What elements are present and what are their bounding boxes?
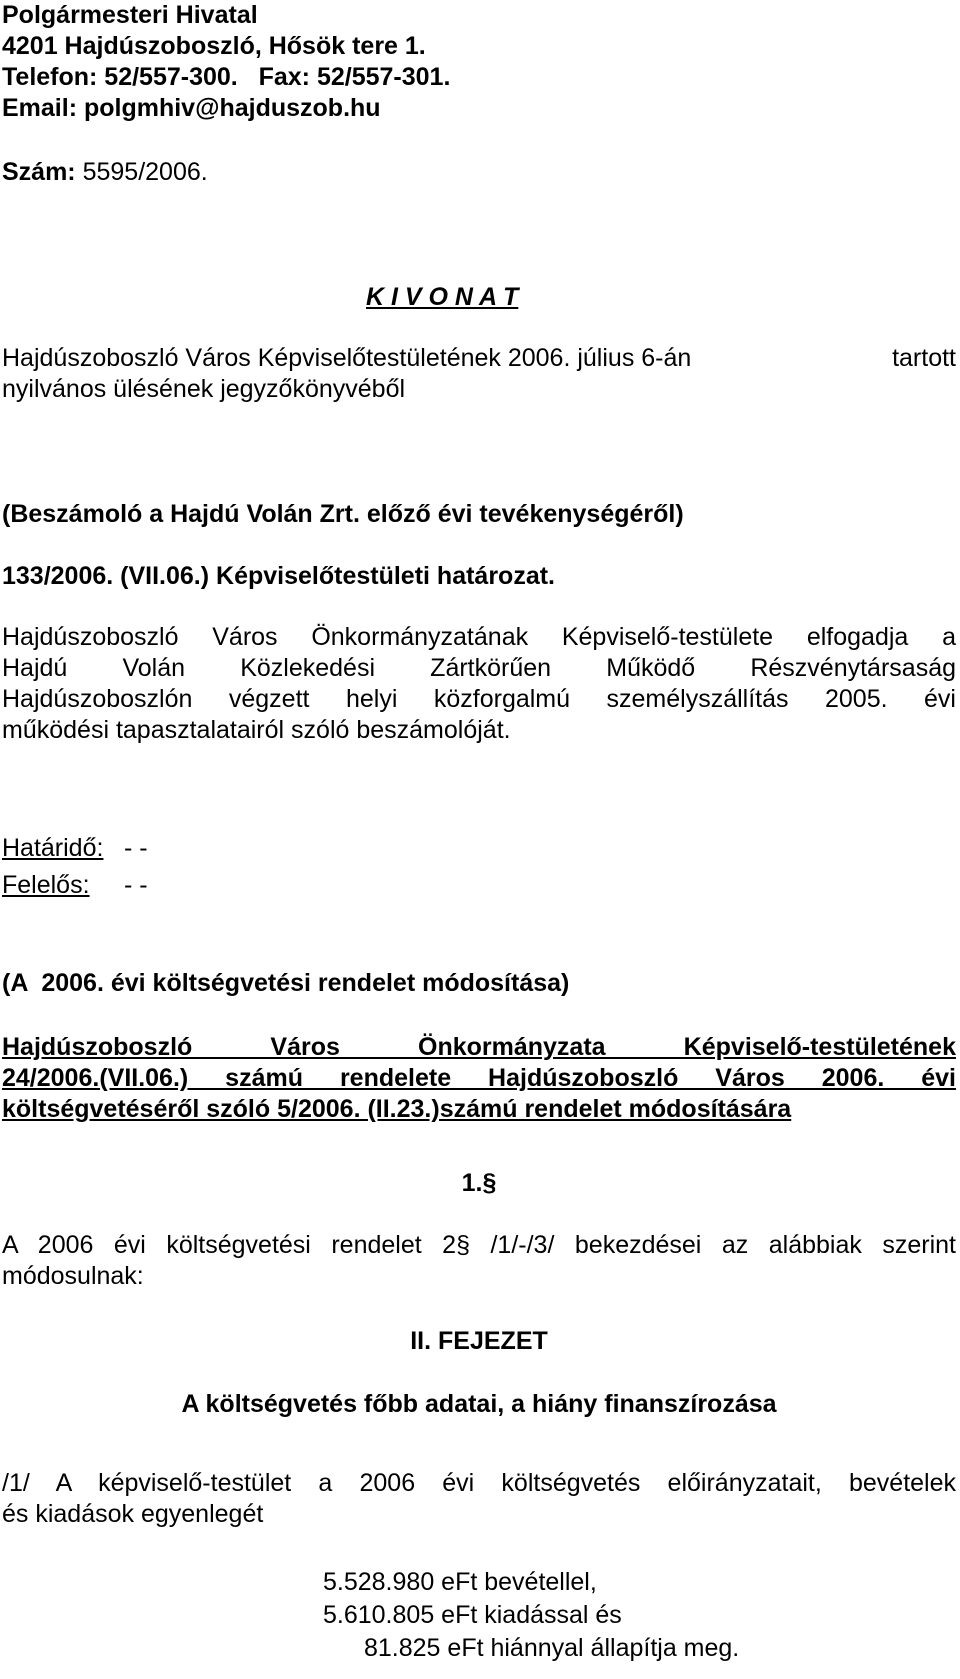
budget-paragraph-last: és kiadások egyenlegét	[2, 1500, 264, 1528]
resolution-1-body	[2, 622, 956, 746]
office-phone-fax: Telefon: 52/557-300. Fax: 52/557-301.	[2, 63, 451, 91]
section-number: 1.§	[461, 1169, 497, 1197]
document-number	[2, 157, 956, 188]
amount-expenditure: 5.610.805 eFt kiadással és	[323, 1601, 622, 1629]
intro-paragraph	[2, 343, 956, 405]
resolution-1-body-line: Hajdúszoboszló Város Önkormányzatának Képviselő-testülete elfogadja a	[2, 623, 956, 651]
amount-deficit: 81.825 eFt hiánnyal állapítja meg.	[364, 1634, 740, 1662]
resolution-2-title-line: 24/2006.(VII.06.) számú rendelete Hajdúszoboszló Város 2006. évi	[2, 1064, 956, 1092]
chapter-heading: II. FEJEZET	[410, 1327, 548, 1355]
resolution-1-title: 133/2006. (VII.06.) Képviselőtestületi határozat.	[2, 562, 556, 590]
office-email: Email: polgmhiv@hajduszob.hu	[2, 94, 381, 122]
budget-paragraph	[2, 1468, 956, 1530]
intro-line-1: Hajdúszoboszló Város Képviselőtestületének 2006. július 6-án	[2, 344, 692, 372]
office-name: Polgármesteri Hivatal	[2, 1, 258, 29]
resolution-2-title-last: költségvetéséről szóló 5/2006. (II.23.)számú rendelet módosítására	[2, 1095, 792, 1123]
resolution-1-body-line: Hajdú Volán Közlekedési Zártkörűen Működő Részvénytársaság	[2, 654, 956, 682]
deadline-value: - -	[124, 834, 148, 862]
number-label: Szám:	[2, 158, 76, 186]
resolution-2-title-line: Hajdúszoboszló Város Önkormányzata Képviselő-testületének	[2, 1033, 956, 1061]
number-value: 5595/2006.	[82, 158, 208, 186]
resolution-1-subject: (Beszámoló a Hajdú Volán Zrt. előző évi tevékenységéről)	[2, 500, 684, 528]
section-text-line: A 2006 évi költségvetési rendelet 2§ /1/-/3/ bekezdései az alábbiak szerint	[2, 1231, 956, 1259]
responsible-value: - -	[124, 871, 148, 899]
document-title: K I V O N A T	[366, 283, 519, 311]
responsible-row	[2, 870, 148, 901]
responsible-label: Felelős:	[2, 871, 90, 899]
office-address: 4201 Hajdúszoboszló, Hősök tere 1.	[2, 32, 426, 60]
deadline-label: Határidő:	[2, 834, 104, 862]
section-text-last: módosulnak:	[2, 1262, 144, 1290]
intro-line-1-end: tartott	[892, 344, 956, 372]
resolution-2-title	[2, 1032, 956, 1125]
amount-revenue: 5.528.980 eFt bevétellel,	[323, 1568, 597, 1596]
section-text	[2, 1230, 956, 1292]
resolution-1-body-line: Hajdúszoboszlón végzett helyi közforgalmú személyszállítás 2005. évi	[2, 685, 956, 713]
resolution-2-subject: (A 2006. évi költségvetési rendelet módosítása)	[2, 969, 570, 997]
budget-paragraph-line: /1/ A képviselő-testület a 2006 évi költségvetés előirányzatait, bevételek	[2, 1469, 956, 1497]
deadline-row	[2, 833, 148, 864]
letterhead	[2, 0, 956, 124]
intro-line-2: nyilvános ülésének jegyzőkönyvéből	[2, 375, 406, 403]
chapter-title: A költségvetés főbb adatai, a hiány finanszírozása	[181, 1390, 777, 1418]
resolution-1-body-last: működési tapasztalatairól szóló beszámolóját.	[2, 716, 511, 744]
